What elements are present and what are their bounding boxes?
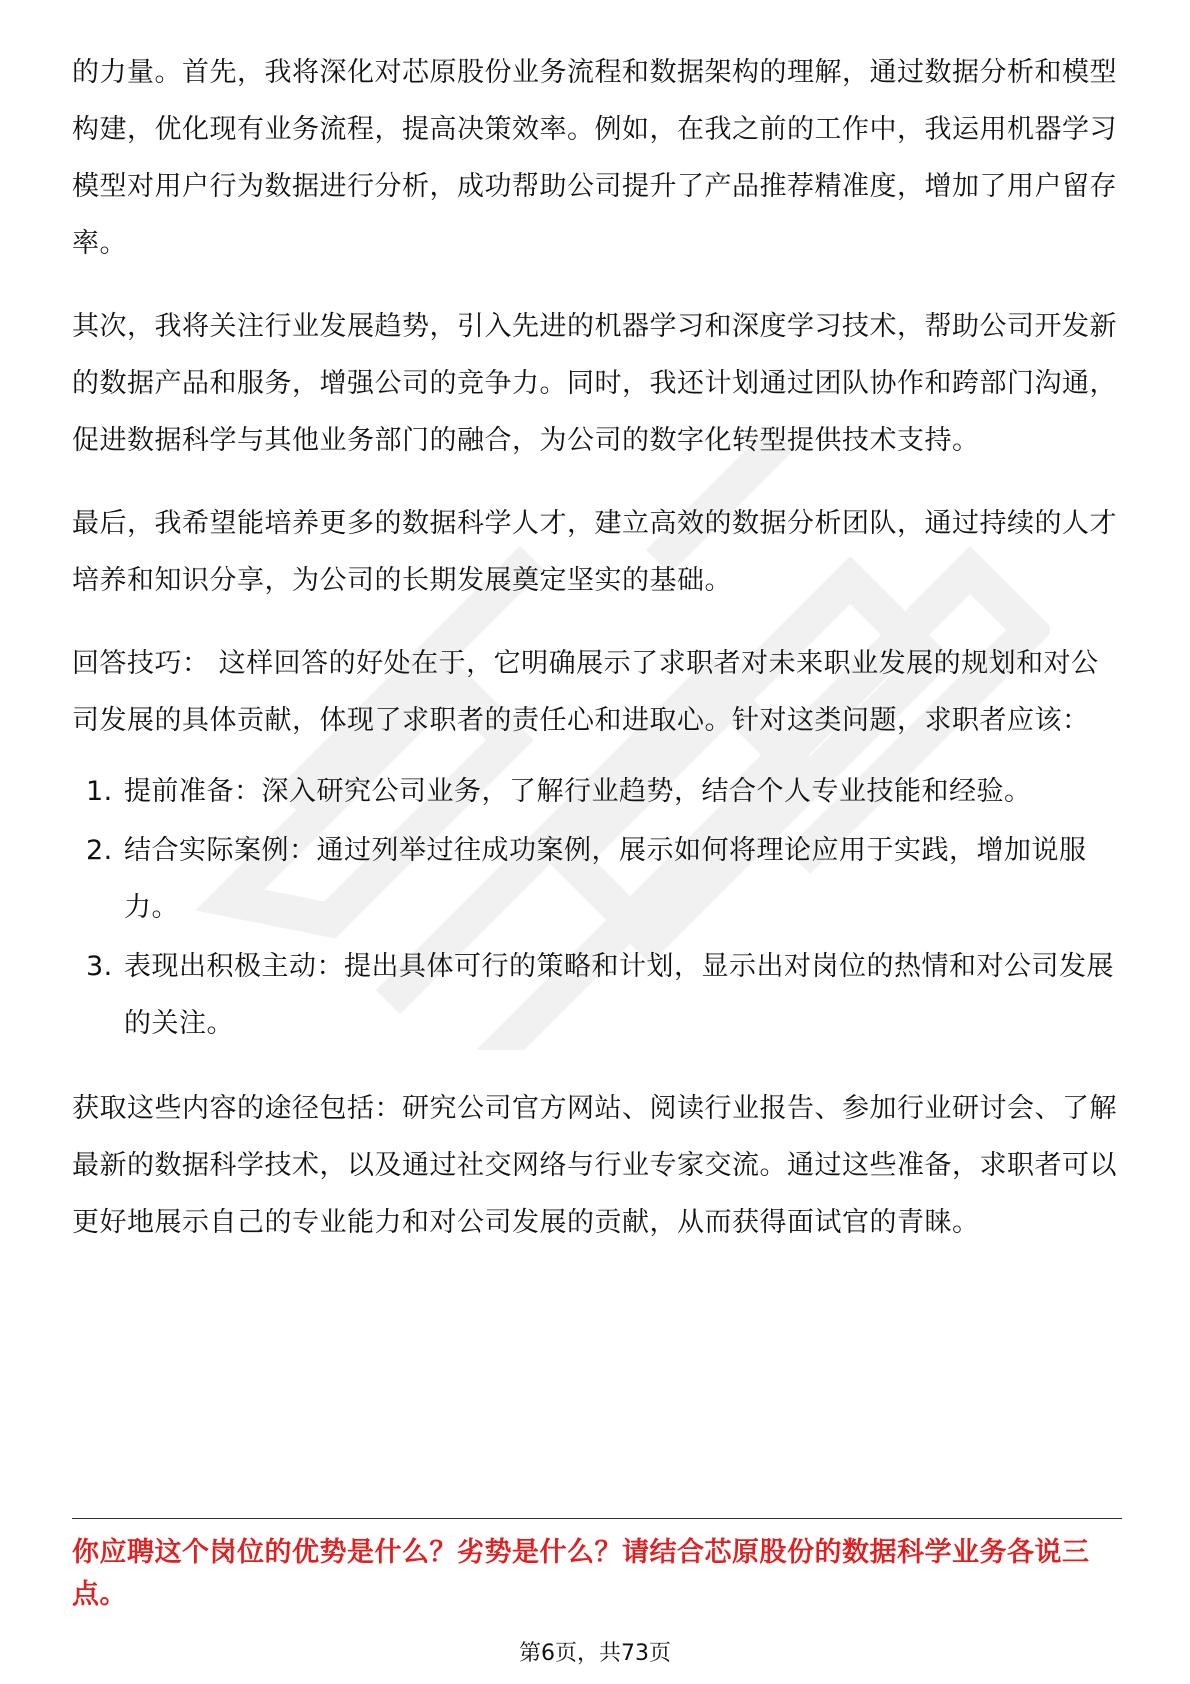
page-number-footer: 第6页，共73页	[519, 1641, 671, 1666]
paragraph-contribution-last: 最后，我希望能培养更多的数据科学人才，建立高效的数据分析团队，通过持续的人才培养和知识分享，为公司的长期发展奠定坚实的基础。	[72, 508, 1117, 596]
paragraph-contribution-second: 其次，我将关注行业发展趋势，引入先进的机器学习和深度学习技术，帮助公司开发新的数据产品和服务，增强公司的竞争力。同时，我还计划通过团队协作和跨部门沟通，促进数据科学与其他业务部门的融合，为公司的数字化转型提供技术支持。	[72, 311, 1117, 456]
list-item	[72, 763, 1122, 820]
list-item-text: 结合实际案例：通过列举过往成功案例，展示如何将理论应用于实践，增加说服力。	[124, 835, 1087, 923]
list-item-text: 表现出积极主动：提出具体可行的策略和计划，显示出对岗位的热情和对公司发展的关注。	[124, 951, 1114, 1039]
paragraph-contribution-first: 的力量。首先，我将深化对芯原股份业务流程和数据架构的理解，通过数据分析和模型构建，优化现有业务流程，提高决策效率。例如，在我之前的工作中，我运用机器学习模型对用户行为数据进行分析，成功帮助公司提升了产品推荐精准度，增加了用户留存率。	[72, 57, 1117, 259]
next-question-heading: 你应聘这个岗位的优势是什么？劣势是什么？请结合芯原股份的数据科学业务各说三点。	[72, 1537, 1090, 1610]
list-item-number: 1.	[86, 776, 113, 807]
list-item	[72, 938, 1122, 1052]
list-item	[72, 822, 1122, 936]
list-item-number: 2.	[86, 835, 113, 866]
list-item-text: 提前准备：深入研究公司业务，了解行业趋势，结合个人专业技能和经验。	[124, 776, 1032, 807]
tips-list	[72, 763, 1122, 1052]
paragraph-answer-tips: 回答技巧： 这样回答的好处在于，它明确展示了求职者对未来职业发展的规划和对公司发展的具体贡献，体现了求职者的责任心和进取心。针对这类问题，求职者应该：	[72, 648, 1099, 736]
section-divider	[72, 1518, 1122, 1519]
main-content	[72, 44, 1122, 1277]
list-item-number: 3.	[86, 951, 113, 982]
paragraph-preparation-sources: 获取这些内容的途径包括：研究公司官方网站、阅读行业报告、参加行业研讨会、了解最新的数据科学技术，以及通过社交网络与行业专家交流。通过这些准备，求职者可以更好地展示自己的专业能力和对公司发展的贡献，从而获得面试官的青睐。	[72, 1093, 1117, 1238]
